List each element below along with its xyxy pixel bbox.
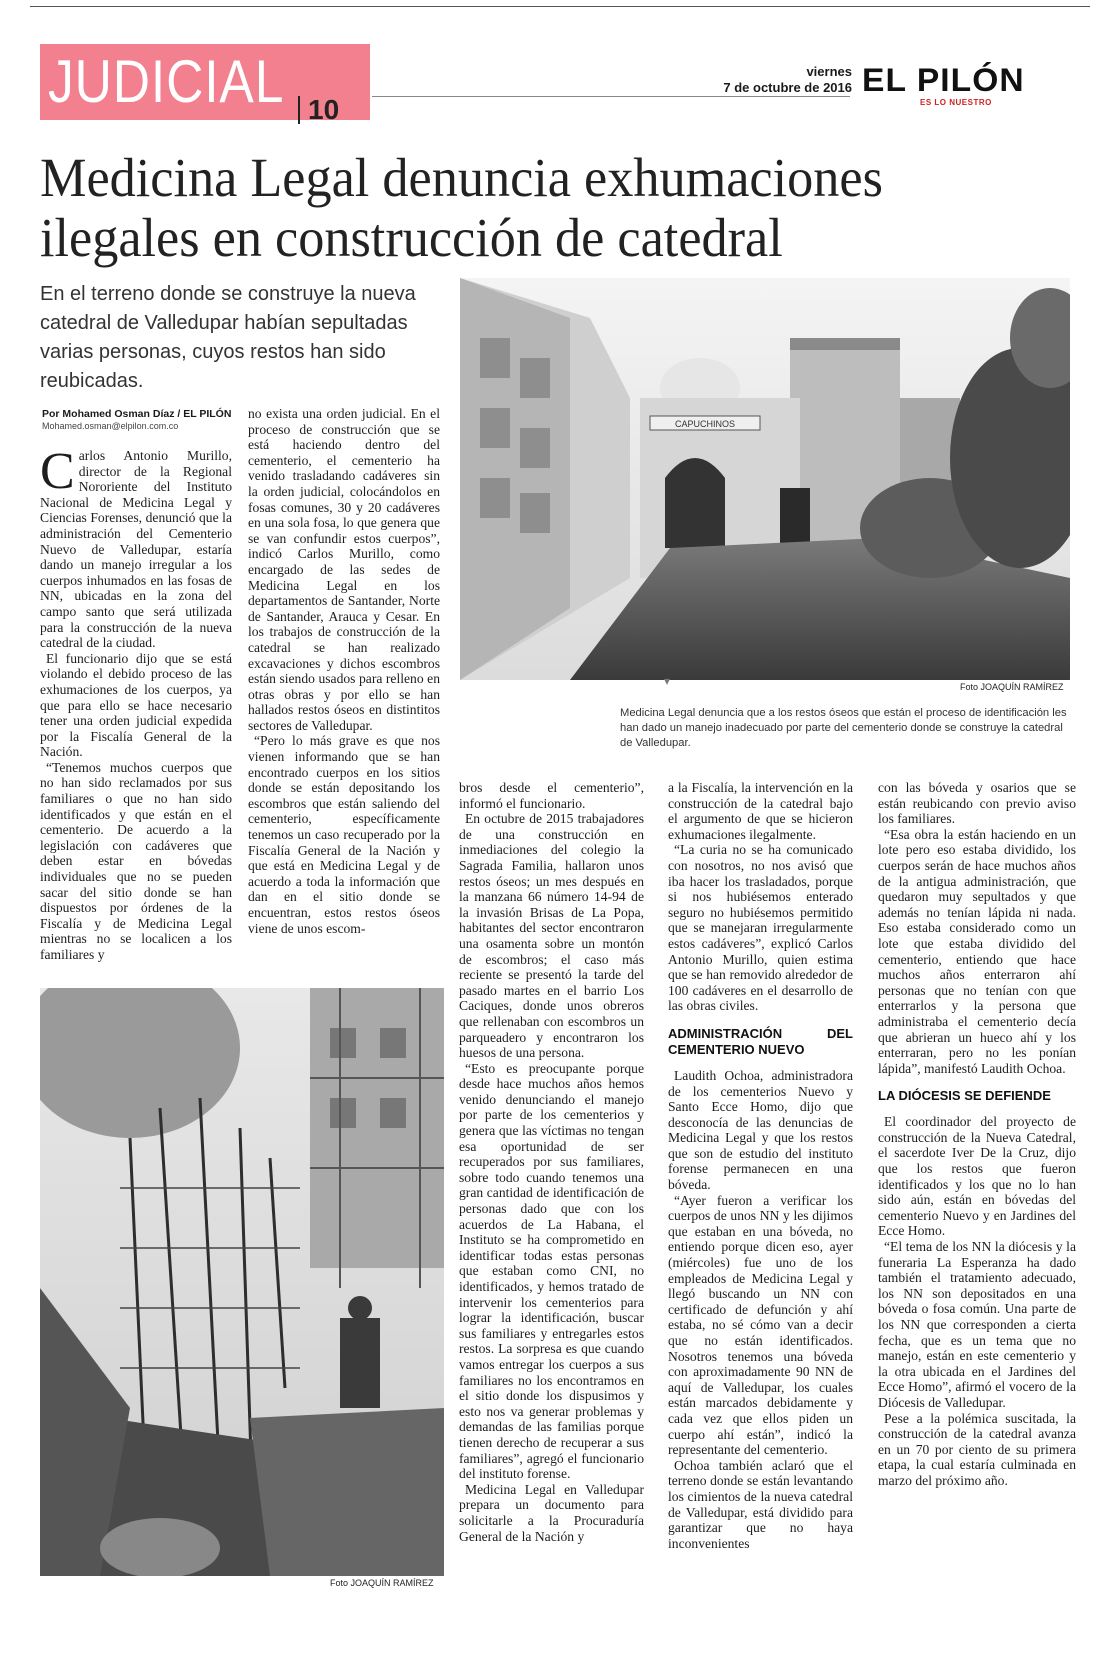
- photo-construction-site: [40, 988, 444, 1576]
- photo-caption-1: Medicina Legal denuncia que a los restos óseos que están el proceso de identificación les han dado un manejo inadecuado por parte del cementerio donde se construye la catedral de Valledupar.: [620, 707, 1067, 749]
- paragraph: “Esto es preocupante porque desde hace muchos años hemos venido denunciando el manejo por parte de los cementerios y genera que las víctimas no tengan esa oportunidad de ser recuperados por sus familiares, sobre todo cuando tenemos una gran cantidad de identificación de personas dado que con los acuerdos de La Habana, el Instituto se ha comprometido en identificar todas estas personas que estaban como CNI, no identificados, y hemos tratado de intervenir los cementerios para lograr la identificación, buscar sus familiares y entregarles estos restos. La sorpresa es que cuando vamos entregar los cuerpos a sus familiares no los encontramos en el sitio donde los dispusimos y esto nos va generar problemas y demandas de las familias porque tienen derecho de recuperar a sus familiares”, agregó el funcionario del instituto forense.: [459, 1060, 644, 1482]
- paragraph: “Tenemos muchos cuerpos que no han sido reclamados por sus familiares o que no han sido identificados y que están en el cementerio. De acuerdo a la legislación con cadáveres que deben estar en bóvedas individuales que no se pueden sacar del sitio donde se han dispuestos por órdenes de la Fiscalía y de Medicina Legal mientras no se localicen a los familiares y: [40, 759, 232, 962]
- article-column-5: [878, 780, 1076, 1489]
- article-column-4: [668, 780, 853, 1551]
- paragraph: bros desde el cementerio”, informó el funcionario.: [459, 780, 644, 811]
- headline-line-2: ilegales en construcción de catedral: [40, 207, 783, 268]
- paragraph: “La curia no se ha comunicado con nosotros, no nos avisó que iba hacer los trasladados, porque si nos hubiésemos enterado seguro no hubiésemos permitido que se manejaran irregularmente estos cadáveres”, explicó Carlos Antonio Murillo, quien estima que se han removido alrededor de 100 cadáveres en el desarrollo de las obras civiles.: [668, 842, 853, 1014]
- paragraph: El funcionario dijo que se está violando el debido proceso de las exhumaciones de los cuerpos, ya que para ello se hace necesario tener una orden judicial expedida por la Fiscalía General de la Nación.: [40, 650, 232, 760]
- headline-line-1: Medicina Legal denuncia exhumaciones: [40, 147, 883, 208]
- paragraph: con las bóveda y osarios que se están reubicando con previo aviso los familiares.: [878, 780, 1076, 827]
- paragraph: “Pero lo más grave es que nos vienen informando que se han encontrado cuerpos en los sitios donde se están depositando los escombros que están saliendo del cementerio, específicamente tenemos un caso recuperado por la Fiscalía General de la Nación y que está en Medicina Legal y de acuerdo a toda la información que dan en el sitio donde se encuentran, estos restos óseos viene de unos escom-: [248, 733, 440, 936]
- paragraph: Laudith Ochoa, administradora de los cementerios Nuevo y Santo Ecce Homo, dijo que desconocía de las denuncias de Medicina Legal y que los restos que son de estudio del instituto forense permanecen en una bóveda.: [668, 1067, 853, 1193]
- paragraph: no exista una orden judicial. En el proceso de construcción que se está haciendo dentro del cementerio, el cementerio ha venido trasladando cadáveres sin la orden judicial, colocándolos en fosas comunes, 30 y 20 cadáveres en una sola fosa, lo que genera que se van confundir estos cuerpos”, indicó Carlos Murillo, como encargado de las sedes de Medicina Legal en los departamentos de Santander, Norte de Santander, Arauca y Cesar. En los trabajos de construcción de la catedral se han realizado excavaciones y dichos escombros están siendo usados para relleno en otras obras y por ello se han hallados restos óseos en distintitos sectores de Valledupar.: [248, 406, 440, 733]
- paragraph: Medicina Legal en Valledupar prepara un documento para solicitarle a la Procuraduría General de la Nación y: [459, 1481, 644, 1544]
- paragraph: arlos Antonio Murillo, director de la Regional Nororiente del Instituto Nacional de Medicina Legal y Ciencias Forenses, denunció que la administración del Cementerio Nuevo de Valledupar, estaría dando un manejo irregular a los cuerpos inhumados en las fosas de NN, ubicadas en la zona del campo santo que será utilizada para la construcción de la nueva catedral de la ciudad.: [40, 448, 232, 651]
- article-deck: En el terreno donde se construye la nueva catedral de Valledupar habían sepultadas varias personas, cuyos restos han sido reubicadas.: [40, 283, 416, 392]
- paragraph: El coordinador del proyecto de construcción de la Nueva Catedral, el sacerdote Iver De la Cruz, dijo que los restos que fueron identificados y los que no lo han sido aún, están en bóvedas del cementerio Nuevo y en Jardines del Ecce Homo.: [878, 1114, 1076, 1239]
- paragraph: “El tema de los NN la diócesis y la funeraria La Esperanza ha dado también el tratamiento adecuado, los NN son depositados en una bóveda o fosa común. Una parte de los NN que corresponden a cierta fecha, que es un tema que no manejo, están en este cementerio y la otra ubicada en el Jardines del Ecce Homo”, afirmó el vocero de la Diócesis de Valledupar.: [878, 1239, 1076, 1410]
- section-title: JUDICIAL: [48, 48, 285, 115]
- photo-cemetery-gate: [460, 278, 1070, 680]
- dropcap: C: [40, 443, 75, 500]
- page-number: 10: [298, 96, 339, 124]
- photo-credit-2: Foto JOAQUÍN RAMÍREZ: [330, 1578, 434, 1588]
- paragraph: “Esa obra la están haciendo en un lote pero eso estaba dividido, los cuerpos serán de hace muchos años de la antigua administración, que quedaron muy sepultados y que además no tenían lápida ni nada. Eso estaba considerado como un lote que estaba dividido del cementerio, entiendo que hace muchos años enterraron ahí personas que no tenían con que enterrarlos y la persona que administraba el cementerio decía que abrieran un hueco ahí y los enterraran, pero no les ponían lápida”, manifestó Laudith Ochoa.: [878, 826, 1076, 1076]
- byline: Por Mohamed Osman Díaz / EL PILÓN: [42, 408, 232, 420]
- logo-tagline: ES LO NUESTRO: [920, 98, 992, 107]
- subheading-administracion: ADMINISTRACIÓN DEL CEMENTERIO NUEVO: [668, 1025, 853, 1057]
- photo-credit-1: Foto JOAQUÍN RAMÍREZ: [960, 682, 1064, 692]
- article-column-1: [40, 443, 232, 963]
- paragraph: a la Fiscalía, la intervención en la construcción de la catedral bajo el argumento de que se hicieron exhumaciones ilegalmente.: [668, 780, 853, 842]
- article-column-2: [248, 406, 440, 936]
- issue-date: 7 de octubre de 2016: [723, 80, 852, 95]
- caption-pointer-icon: ▾: [664, 674, 671, 688]
- header-rule: [372, 96, 850, 97]
- subheading-diocesis: LA DIÓCESIS SE DEFIENDE: [878, 1088, 1051, 1104]
- byline-email: Mohamed.osman@elpilon.com.co: [42, 421, 179, 431]
- newspaper-logo: EL PILÓN: [862, 62, 1025, 98]
- top-rule: [30, 6, 1090, 7]
- issue-day: viernes: [806, 64, 852, 79]
- gate-sign-text: CAPUCHINOS: [674, 419, 736, 429]
- paragraph: “Ayer fueron a verificar los cuerpos de unos NN y les dijimos que estaban en una bóveda, no entiendo porque dicen eso, ayer (miércoles) fue uno de los empleados de Medicina Legal y llegó buscando un NN con certificado de defunción y ahí estaba, no sé cómo van a decir que no están identificados. Nosotros tenemos una bóveda con aproximadamente 90 NN de aquí de Valledupar, los cuales están marcados debidamente y cada vez que ellos piden un cuerpo ahí están”, indicó la representante del cementerio.: [668, 1192, 853, 1458]
- paragraph: Ochoa también aclaró que el terreno donde se están levantando los cimientos de la nueva catedral de Valledupar, está dividido para garantizar que no haya inconvenientes: [668, 1457, 853, 1551]
- article-column-3: [459, 780, 644, 1544]
- paragraph: Pese a la polémica suscitada, la construcción de la catedral avanza en un 70 por ciento de su primera etapa, la cual estaría culminada en marzo del próximo año.: [878, 1410, 1076, 1488]
- paragraph: En octubre de 2015 trabajadores de una construcción en inmediaciones del colegio la Sagrada Familia, hallaron unos restos óseos; un mes después en la manzana 66 número 14-94 de la invasión Brisas de La Popa, habitantes del sector encontraron una osamenta sobre un montón de escombros; el caso más reciente se presentó la tarde del pasado martes en el barrio Los Caciques, donde unos obreros que rellenaban con escombros un parqueadero y encontraron los huesos de una persona.: [459, 811, 644, 1061]
